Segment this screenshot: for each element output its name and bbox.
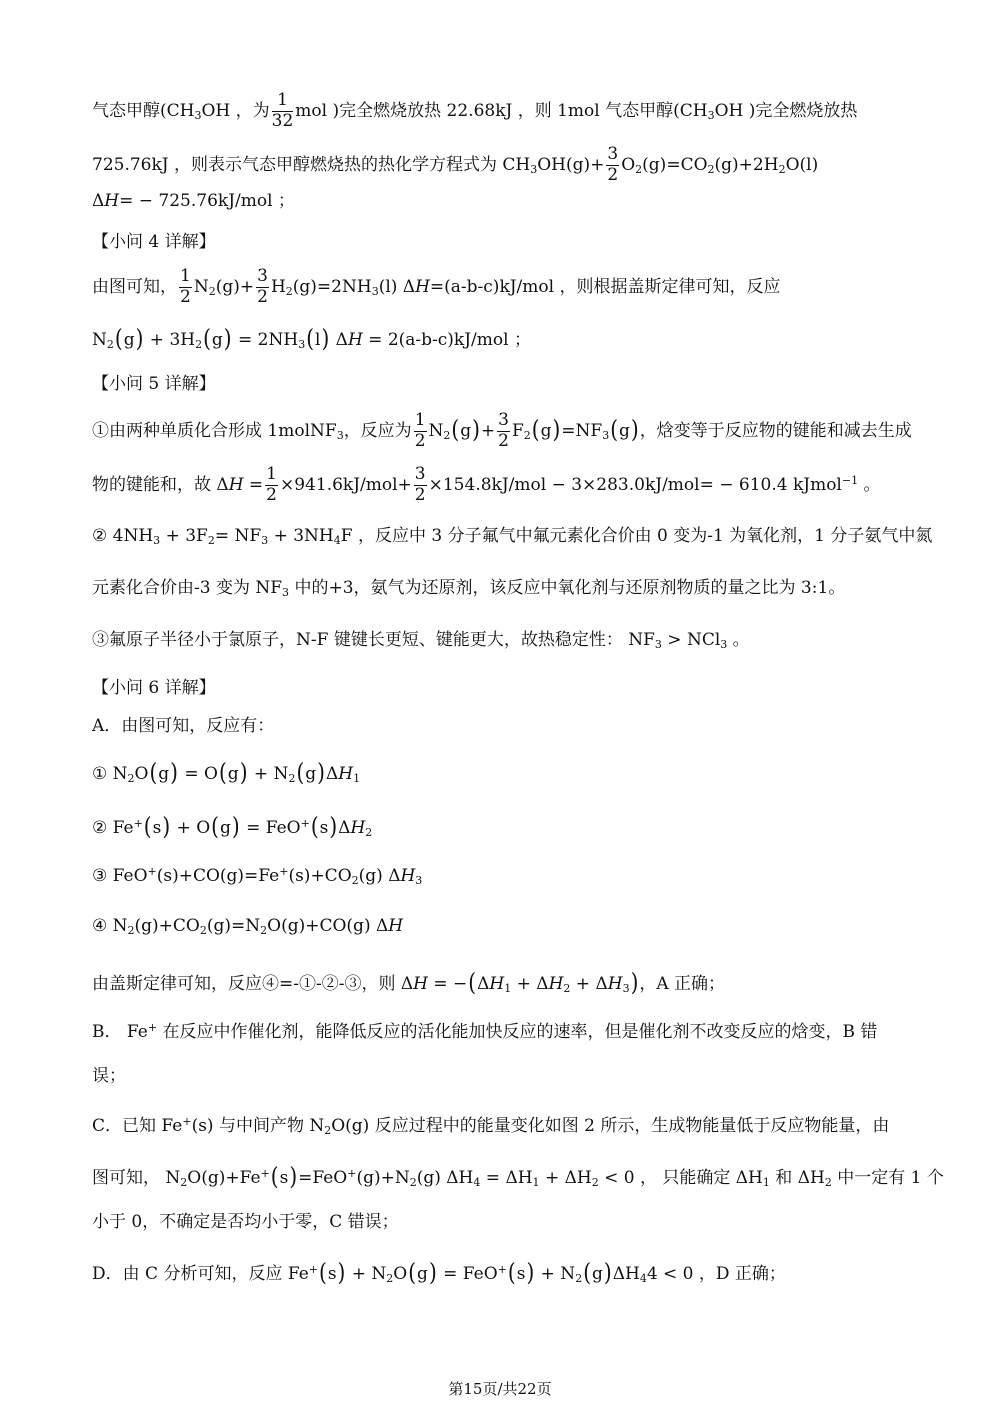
text: (g) Δ xyxy=(358,866,401,886)
text: 3 xyxy=(371,284,379,298)
text-line-9 xyxy=(92,466,881,505)
text: ( xyxy=(583,1257,591,1287)
text: =(a-b-c)kJ/mol ，则根据盖斯定律可知，反应 xyxy=(429,276,781,297)
text: H xyxy=(338,764,354,784)
text: = FeO xyxy=(437,1264,498,1284)
text: ( xyxy=(306,323,314,353)
text: + 3H xyxy=(144,330,196,350)
text-line-22 xyxy=(92,1115,890,1137)
text: > NCl xyxy=(661,630,721,650)
text: 中一定有 1 个 xyxy=(831,1168,944,1188)
text: ) xyxy=(170,757,178,787)
text: 3 xyxy=(282,586,290,599)
text: (s) 与中间产物 N xyxy=(191,1116,325,1136)
text: ② Fe xyxy=(92,818,134,838)
text: (l) Δ xyxy=(378,276,416,297)
text: 1 xyxy=(532,1176,540,1189)
denominator: 2 xyxy=(180,286,191,307)
text: 2 xyxy=(635,162,643,176)
text-line-18 xyxy=(92,918,403,935)
text: ) xyxy=(329,811,338,841)
text: g xyxy=(227,764,239,784)
text: + xyxy=(347,1167,357,1180)
text: g xyxy=(158,764,170,784)
text: O xyxy=(621,154,636,175)
text: ( xyxy=(296,757,305,787)
fraction xyxy=(265,466,278,505)
text: 4 < 0 ，D 正确； xyxy=(646,1264,786,1284)
text: 2 xyxy=(106,338,114,351)
text: ( xyxy=(610,414,619,444)
text: ) xyxy=(239,757,248,787)
text: ( xyxy=(468,967,477,997)
text: 3 xyxy=(530,162,538,176)
text: g xyxy=(219,818,231,838)
text: 2 xyxy=(180,1176,188,1189)
text: ( xyxy=(408,1257,417,1287)
text: 2 xyxy=(443,428,451,442)
text: 图可知， N xyxy=(92,1168,181,1188)
text: 3 xyxy=(336,428,344,442)
text: + 3F xyxy=(160,526,208,546)
denominator: 2 xyxy=(498,430,509,451)
text: ② 4NH xyxy=(92,526,154,546)
text: + xyxy=(260,1167,270,1180)
text: 3 xyxy=(622,982,630,995)
text: = − 725.76kJ/mol ； xyxy=(119,191,295,211)
text: 2 xyxy=(260,924,268,937)
text: Δ xyxy=(92,191,105,211)
text: 2 xyxy=(563,982,571,995)
text: = O xyxy=(178,764,218,784)
text: Δ xyxy=(338,818,351,838)
text: + N xyxy=(248,764,289,784)
text: 由图可知， xyxy=(92,276,177,297)
text: H xyxy=(548,974,564,994)
denominator: 2 xyxy=(266,484,277,505)
text: = 2(a-b-c)kJ/mol ； xyxy=(362,330,531,350)
text: H xyxy=(388,916,404,936)
text: ④ N xyxy=(92,916,128,936)
text-line-20 xyxy=(92,1021,878,1042)
text: Δ xyxy=(325,764,339,784)
text: =FeO xyxy=(298,1168,348,1188)
text: O(g)+Fe xyxy=(187,1168,261,1188)
text: 和 ΔH xyxy=(769,1168,825,1188)
text: 2 xyxy=(778,162,786,176)
text: < 0 ， 只能确定 ΔH xyxy=(598,1168,763,1188)
text: s xyxy=(319,818,329,838)
text-line-5 xyxy=(92,268,780,307)
text: 2 xyxy=(707,162,715,176)
text-line-17 xyxy=(92,865,423,887)
text: ) xyxy=(526,1257,535,1287)
text: (g) ΔH xyxy=(416,1168,474,1188)
text: H xyxy=(413,974,428,994)
fraction xyxy=(179,268,192,307)
text: H xyxy=(350,818,366,838)
text: = FeO xyxy=(240,818,301,838)
text: CH xyxy=(679,100,708,121)
text: ×154.8kJ/mol − 3×283.0kJ/mol= − 610.4 kJmol xyxy=(428,474,842,495)
text: OH )完全燃烧放热 xyxy=(714,100,858,121)
text: 2 xyxy=(523,428,531,442)
text: H xyxy=(104,191,120,211)
text: H xyxy=(489,974,505,994)
text: B． Fe xyxy=(92,1022,148,1042)
numerator: 1 xyxy=(266,464,277,484)
fraction xyxy=(606,146,619,185)
text: 2 xyxy=(127,772,135,785)
text: N xyxy=(428,420,444,441)
text: H xyxy=(400,866,416,886)
text: = xyxy=(243,474,264,495)
denominator: 2 xyxy=(257,286,268,307)
text: 1 xyxy=(504,982,512,995)
text: + xyxy=(497,1263,507,1276)
text: Δ xyxy=(330,330,348,350)
text: 气态甲醇( xyxy=(92,100,167,121)
numerator: 1 xyxy=(414,410,426,430)
denominator: 2 xyxy=(414,484,426,505)
text: + xyxy=(147,1021,158,1034)
text: 由盖斯定律可知，反应④=-①-②-③，则 Δ xyxy=(92,974,414,994)
text: ×941.6kJ/mol+ xyxy=(280,474,412,495)
text: + Δ xyxy=(511,974,549,994)
text: 2 xyxy=(386,1272,394,1285)
text: 2 xyxy=(409,1176,417,1189)
text: g xyxy=(211,330,223,350)
section-heading-4: 【小问 4 详解】 xyxy=(92,232,216,252)
text: + O xyxy=(171,818,211,838)
denominator: 2 xyxy=(414,430,426,451)
text: g xyxy=(619,420,630,441)
text: s xyxy=(516,1264,526,1284)
text-line-1 xyxy=(92,92,857,131)
text: 3 xyxy=(415,874,423,887)
text: ) xyxy=(231,811,240,841)
text: 2 xyxy=(365,826,373,839)
text: ) xyxy=(321,323,330,353)
text: 1 xyxy=(762,1176,770,1189)
text-line-24: 小于 0，不确定是否均小于零，C 错误； xyxy=(92,1212,399,1232)
text: + xyxy=(182,1115,192,1128)
text-line-12 xyxy=(92,632,750,649)
text: (g)+N xyxy=(356,1168,410,1188)
text: = ΔH xyxy=(480,1168,533,1188)
text: H xyxy=(270,276,286,297)
text: s xyxy=(327,1264,337,1284)
text: 2 xyxy=(575,1272,583,1285)
text: 1 xyxy=(353,772,361,785)
text: ( xyxy=(114,323,123,353)
text: ，A 正确； xyxy=(639,974,726,994)
text: 2 xyxy=(195,338,203,351)
text: + N xyxy=(346,1264,387,1284)
text: 2 xyxy=(351,874,359,887)
text: s xyxy=(152,818,162,838)
text: 2 xyxy=(208,284,216,298)
text: 元素化合价由-3 变为 NF xyxy=(92,578,283,598)
text: H xyxy=(415,276,430,297)
text-line-3 xyxy=(92,193,295,210)
text: ( xyxy=(310,811,319,841)
text: 物的键能和，故 Δ xyxy=(92,474,229,495)
text: 3 xyxy=(261,534,269,547)
text: F xyxy=(511,420,524,441)
text: ，焓变等于反应物的键能和减去生成 xyxy=(639,420,912,441)
text: s xyxy=(279,1168,289,1188)
text: O(g)+CO(g) Δ xyxy=(267,916,389,936)
text: 4 xyxy=(333,534,341,547)
text-line-6 xyxy=(92,323,531,353)
text: 3 xyxy=(153,534,161,547)
text: ③ FeO xyxy=(92,866,148,886)
text: =NF xyxy=(561,420,603,441)
text: ( xyxy=(270,1161,279,1191)
text-line-14: A．由图可知，反应有： xyxy=(92,716,275,736)
text: F ，反应中 3 分子氟气中氟元素化合价由 0 变为-1 为氧化剂，1 分子氨气中氮 xyxy=(340,526,933,546)
text: g xyxy=(417,1264,428,1284)
text: N xyxy=(92,330,107,350)
text-line-8 xyxy=(92,412,912,451)
text: (g)+ xyxy=(215,276,255,297)
text: 。 xyxy=(727,630,750,650)
text: ) xyxy=(603,1257,612,1287)
text: 2 xyxy=(324,1124,332,1137)
text: ( xyxy=(319,1257,327,1287)
text-line-15 xyxy=(92,757,361,787)
text: + Δ xyxy=(570,974,608,994)
text: ①由两种单质化合形成 1molNF xyxy=(92,420,337,441)
text: ) xyxy=(289,1161,298,1191)
text: + xyxy=(308,1263,318,1276)
text: 2 xyxy=(824,1176,832,1189)
denominator: 32 xyxy=(271,110,294,131)
text: + xyxy=(279,865,289,878)
text: 3 xyxy=(298,338,306,351)
text: + ΔH xyxy=(539,1168,592,1188)
text: g xyxy=(305,764,317,784)
text: OH(g)+ xyxy=(537,154,605,175)
text: ① N xyxy=(92,764,128,784)
text: 中的+3，氨气为还原剂，该反应中氧化剂与还原剂物质的量之比为 3:1。 xyxy=(289,578,846,598)
text: g xyxy=(540,420,552,441)
text: 3 xyxy=(602,428,610,442)
text: 4 xyxy=(473,1176,481,1189)
text-line-2 xyxy=(92,146,818,185)
text: −1 xyxy=(841,473,859,487)
text: ) xyxy=(552,414,561,444)
text-line-25 xyxy=(92,1257,786,1287)
text: = NF xyxy=(214,526,262,546)
text: (g)=N xyxy=(206,916,261,936)
text: = − xyxy=(428,974,468,994)
page-footer: 第15页/共22页 xyxy=(448,1380,552,1398)
denominator: 2 xyxy=(607,164,619,185)
text: Δ xyxy=(477,974,490,994)
text: ) xyxy=(428,1257,437,1287)
text: 3 xyxy=(720,638,728,651)
text: g xyxy=(592,1264,603,1284)
text: 725.76kJ ，则表示气态甲醇燃烧热的热化学方程式为 CH xyxy=(92,154,531,175)
text: + xyxy=(300,817,310,830)
text: g xyxy=(123,330,135,350)
text: g xyxy=(460,420,472,441)
text: ③氟原子半径小于氯原子，N-F 键键长更短、键能更大，故热稳定性： NF xyxy=(92,630,655,650)
text: = 2NH xyxy=(232,330,299,350)
text-line-16 xyxy=(92,811,373,841)
text: ) xyxy=(317,757,325,787)
fraction xyxy=(414,412,427,451)
text: O(l) xyxy=(785,154,819,175)
fraction xyxy=(272,92,294,131)
text: 4 xyxy=(639,1272,647,1285)
section-heading-5: 【小问 5 详解】 xyxy=(92,374,216,394)
text: (g)+CO xyxy=(134,916,200,936)
text: H xyxy=(607,974,623,994)
text: 3 xyxy=(707,108,715,122)
text: ( xyxy=(143,811,152,841)
text: 2 xyxy=(288,772,296,785)
text: O(g) 反应过程中的能量变化如图 2 所示，生成物能量低于反应物能量，由 xyxy=(331,1116,890,1136)
text: ) xyxy=(223,323,232,353)
text: ( xyxy=(218,757,227,787)
text: ( xyxy=(507,1257,516,1287)
fraction xyxy=(414,466,427,505)
text-line-19 xyxy=(92,967,726,997)
text: H xyxy=(347,330,363,350)
text: 2 xyxy=(285,284,293,298)
text: 在反应中作催化剂，能降低反应的活化能加快反应的速率，但是催化剂不改变反应的焓变，B 错 xyxy=(157,1022,878,1042)
text: (g)=2NH xyxy=(292,276,372,297)
numerator: 3 xyxy=(607,144,619,164)
text: 2 xyxy=(207,534,215,547)
text: + N xyxy=(535,1264,576,1284)
text: ) xyxy=(630,414,639,444)
fraction xyxy=(497,412,510,451)
text: C．已知 Fe xyxy=(92,1116,183,1136)
text: D．由 C 分析可知，反应 Fe xyxy=(92,1264,309,1284)
text-line-11 xyxy=(92,580,845,597)
text: ) xyxy=(337,1257,346,1287)
text: ( xyxy=(149,757,158,787)
text: 。 xyxy=(858,474,881,495)
text: + 3NH xyxy=(268,526,334,546)
numerator: 1 xyxy=(272,92,294,112)
numerator: 3 xyxy=(414,464,426,484)
text: ) xyxy=(162,811,171,841)
text: (s)+CO xyxy=(288,866,352,886)
text: 2 xyxy=(199,924,207,937)
text: ΔH xyxy=(612,1264,640,1284)
text: 2 xyxy=(127,924,135,937)
text: CH xyxy=(166,100,195,121)
numerator: 1 xyxy=(180,266,191,286)
text: ，反应为 xyxy=(343,420,412,441)
text: (g)+2H xyxy=(714,154,779,175)
text: 2 xyxy=(591,1176,599,1189)
section-heading-6: 【小问 6 详解】 xyxy=(92,678,216,698)
text-line-21: 误； xyxy=(92,1066,126,1086)
text: ( xyxy=(531,414,540,444)
text: + xyxy=(480,420,496,441)
text: mol )完全燃烧放热 22.68kJ ，则 1mol 气态甲醇( xyxy=(295,100,680,121)
text: ( xyxy=(203,323,211,353)
text: O xyxy=(393,1264,408,1284)
text: ) xyxy=(135,323,144,353)
fraction xyxy=(256,268,269,307)
text-line-23 xyxy=(92,1161,944,1191)
text: + xyxy=(133,817,143,830)
text: ( xyxy=(451,414,460,444)
text: ) xyxy=(472,414,480,444)
text: l xyxy=(315,330,321,350)
text: (s)+CO(g)=Fe xyxy=(156,866,280,886)
text: + xyxy=(147,865,157,878)
text: (g)=CO xyxy=(642,154,708,175)
numerator: 3 xyxy=(257,266,268,286)
text: 3 xyxy=(194,108,202,122)
text: ( xyxy=(211,811,219,841)
text: N xyxy=(193,276,209,297)
text: ) xyxy=(630,967,639,997)
numerator: 3 xyxy=(498,410,509,430)
text: 3 xyxy=(654,638,662,651)
text: OH ，为 xyxy=(201,100,270,121)
text-line-10 xyxy=(92,528,932,545)
text: H xyxy=(228,474,244,495)
text: O xyxy=(134,764,149,784)
